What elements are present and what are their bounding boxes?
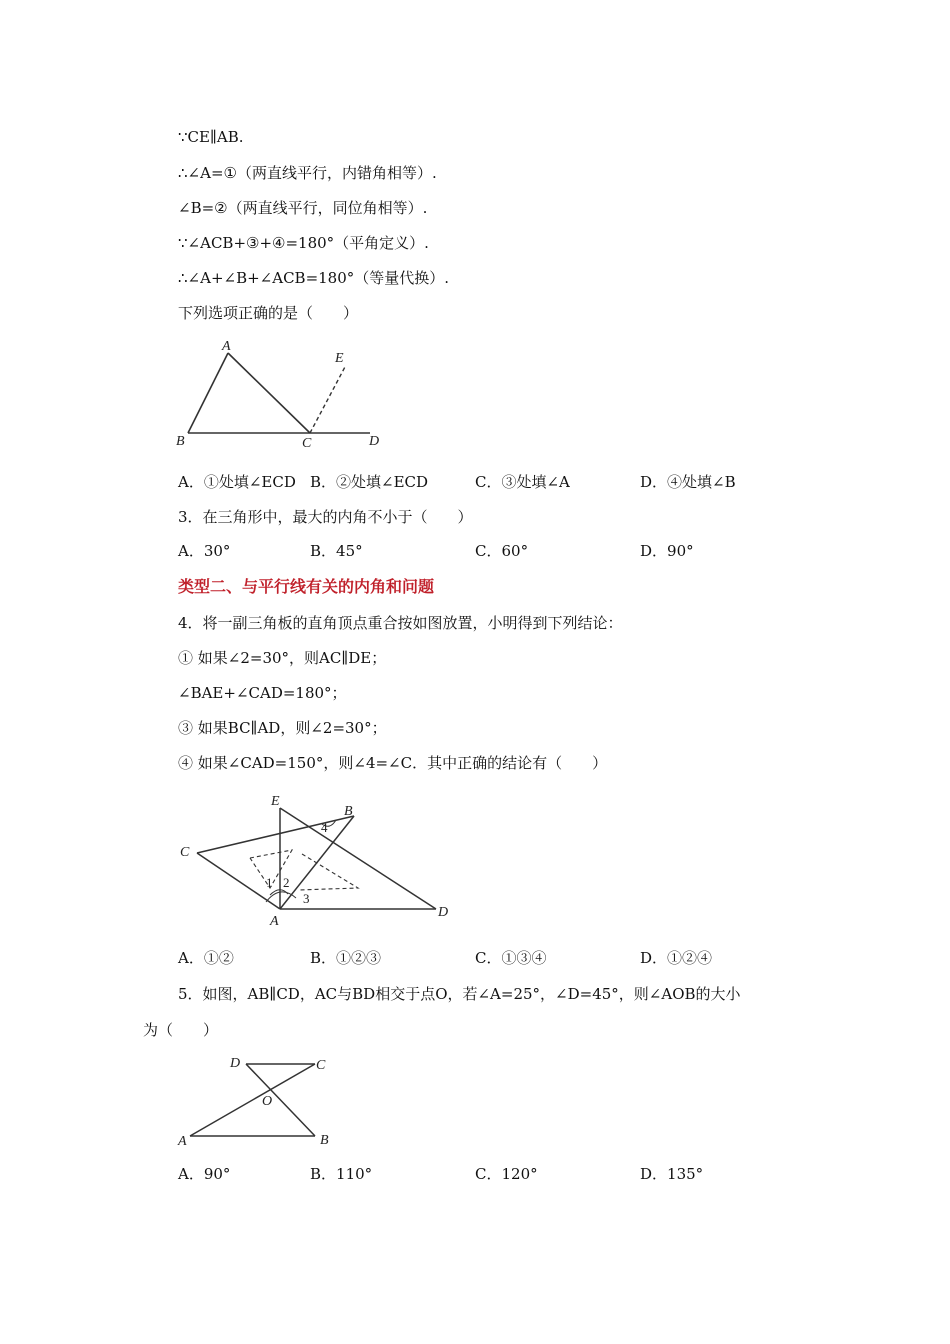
q3-options <box>0 541 950 563</box>
q4-stem: 4．将一副三角板的直角顶点重合按如图放置，小明得到下列结论： <box>178 614 623 632</box>
question-prompt: 下列选项正确的是（ ） <box>178 304 359 322</box>
label-c: C <box>316 1058 326 1073</box>
label-e: E <box>271 794 280 809</box>
label-a: A <box>222 339 231 354</box>
q5-option-b[interactable]: B．110° <box>310 1165 373 1183</box>
q3-option-d[interactable]: D．90° <box>640 542 694 560</box>
proof-line-3: ∠B=②（两直线平行，同位角相等）. <box>178 199 428 217</box>
q2-options <box>0 472 950 494</box>
figure-crossing-lines <box>170 1050 350 1150</box>
q5-option-c[interactable]: C．120° <box>475 1165 538 1183</box>
q4-statement-2: ∠BAE+∠CAD=180°； <box>178 684 347 702</box>
label-b: B <box>176 434 185 449</box>
q2-option-c[interactable]: C．③处填∠A <box>475 473 570 491</box>
q3-option-b[interactable]: B．45° <box>310 542 363 560</box>
label-d: D <box>438 905 449 920</box>
q5-stem-line-2: 为（ ） <box>143 1021 219 1039</box>
proof-line-1: ∵CE∥AB. <box>178 128 244 146</box>
q5-option-d[interactable]: D．135° <box>640 1165 704 1183</box>
angle-4-label: 4 <box>321 820 328 835</box>
q4-option-d[interactable]: D．①②④ <box>640 949 713 967</box>
q4-option-b[interactable]: B．①②③ <box>310 949 382 967</box>
q4-option-a[interactable]: A．①② <box>178 949 234 967</box>
q4-statement-4: ④ 如果∠CAD=150°，则∠4=∠C．其中正确的结论有（ ） <box>178 754 608 772</box>
q4-options <box>0 948 950 970</box>
q2-option-a[interactable]: A．①处填∠ECD <box>178 473 296 491</box>
q2-option-b[interactable]: B．②处填∠ECD <box>310 473 429 491</box>
q2-option-d[interactable]: D．④处填∠B <box>640 473 736 491</box>
q5-stem-line-1: 5．如图，AB∥CD，AC与BD相交于点O，若∠A=25°，∠D=45°，则∠AOB的大小 <box>178 985 741 1003</box>
label-c: C <box>180 845 190 860</box>
q5-options <box>0 1164 950 1186</box>
q3-stem: 3．在三角形中，最大的内角不小于（ ） <box>178 508 473 526</box>
label-o: O <box>262 1094 273 1109</box>
proof-line-4: ∵∠ACB+③+④=180°（平角定义）. <box>178 234 429 252</box>
q4-statement-3: ③ 如果BC∥AD，则∠2=30°； <box>178 719 387 737</box>
q3-option-a[interactable]: A．30° <box>178 542 231 560</box>
figure-triangle-abc <box>170 335 400 455</box>
q5-option-a[interactable]: A．90° <box>178 1165 231 1183</box>
q4-option-c[interactable]: C．①③④ <box>475 949 547 967</box>
label-c: C <box>302 436 312 451</box>
angle-3-label: 3 <box>303 891 310 906</box>
label-d: D <box>369 434 380 449</box>
label-a: A <box>178 1134 187 1149</box>
proof-line-5: ∴∠A+∠B+∠ACB=180°（等量代换）. <box>178 269 450 287</box>
q3-option-c[interactable]: C．60° <box>475 542 529 560</box>
angle-1-label: 1 <box>266 875 273 890</box>
label-a: A <box>270 914 279 929</box>
label-b: B <box>320 1133 329 1148</box>
q4-statement-1: ① 如果∠2=30°，则AC∥DE； <box>178 649 387 667</box>
proof-line-2: ∴∠A=①（两直线平行，内错角相等）. <box>178 164 437 182</box>
figure-set-squares <box>170 788 470 933</box>
label-d: D <box>230 1056 241 1071</box>
section-heading: 类型二、与平行线有关的内角和问题 <box>178 577 435 596</box>
angle-2-label: 2 <box>283 875 290 890</box>
label-e: E <box>335 351 344 366</box>
label-b: B <box>344 804 353 819</box>
